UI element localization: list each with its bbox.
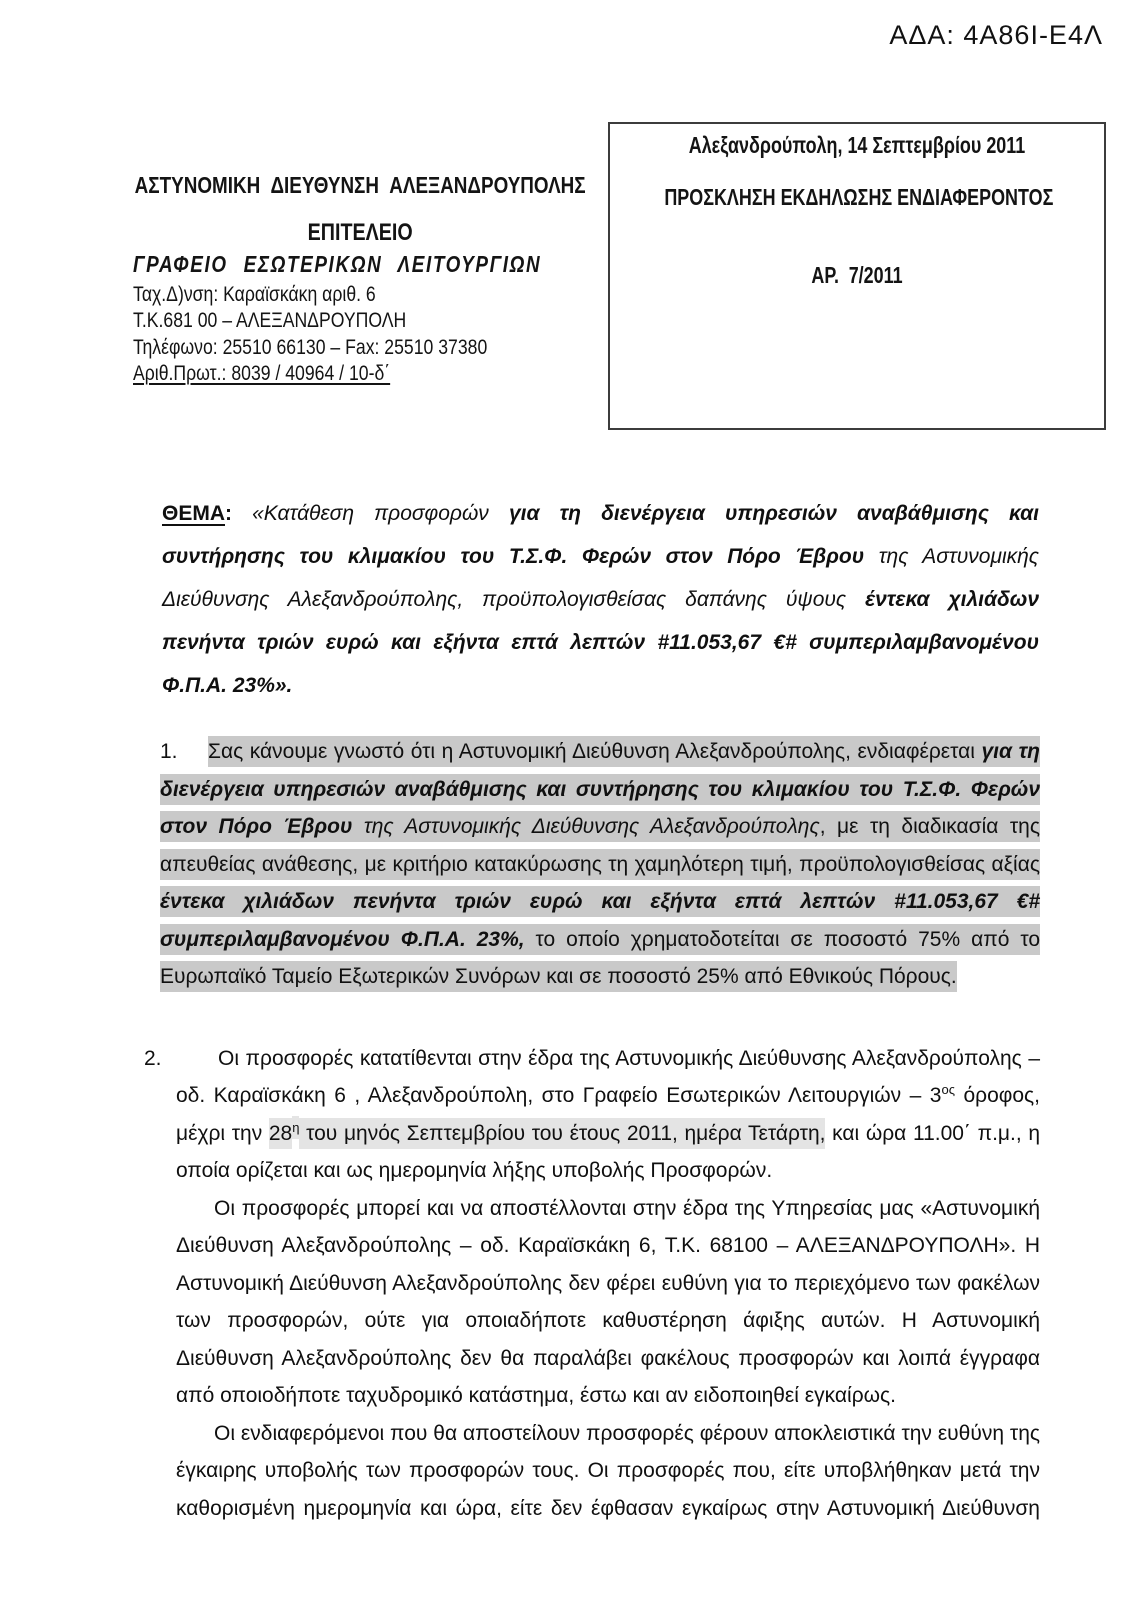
phone-fax-line: Τηλέφωνο: 25510 66130 – Fax: 25510 37380 — [133, 334, 488, 359]
subject-bold-segment-1: για τη διενέργεια υπηρεσιών αναβάθμισης και συντήρησης του κλιμακίου του Τ.Σ.Φ. Φερών στον Πόρο Έβρου — [162, 502, 1039, 568]
org-office: ΓΡΑΦΕΙΟ ΕΣΩΤΕΡΙΚΩΝ ΛΕΙΤΟΥΡΓΙΩΝ — [133, 251, 542, 277]
item-2-text-segment-2: όροφος, μέχρι την — [176, 1084, 1040, 1145]
notice-date: Αλεξανδρούπολη, 14 Σεπτεμβρίου 2011 — [688, 132, 1026, 158]
subject-italic-segment: της Αστυνομικής Διεύθυνσης Αλεξανδρούπολης, προϋπολογισθείσας δαπάνης ύψους — [162, 545, 1039, 611]
item-1-text-segment-3: το οποίο χρηματοδοτείται σε ποσοστό 75% από το Ευρωπαϊκό Ταμείο Εξωτερικών Συνόρων και σε ποσοστό 25% από Εθνικούς Πόρους. — [160, 924, 1040, 993]
item-2-text-segment-1: Οι προσφορές κατατίθενται στην έδρα της Αστυνομικής Διεύθυνσης Αλεξανδρούπολης – οδ. Καραϊσκάκη 6 , Αλεξανδρούπολη, στο Γραφείο Εσωτερικών Λειτουργιών – 3 — [176, 1046, 1040, 1107]
item-1-bold-segment-1: για τη διενέργεια υπηρεσιών αναβάθμισης και συντήρησης του κλιμακίου του Τ.Σ.Φ. Φερών στον Πόρο Έβρου — [160, 736, 1040, 842]
item-1-italic-segment: της Αστυνομικής Διεύθυνσης Αλεξανδρούπολης — [364, 811, 820, 842]
item-2-paragraph-2: Οι προσφορές μπορεί και να αποστέλλονται στην έδρα της Υπηρεσίας μας «Αστυνομική Διεύθυνση Αλεξανδρούπολης – οδ. Καραϊσκάκη 6, Τ.Κ. 68100 – ΑΛΕΞΑΝΔΡΟΥΠΟΛΗ». Η Αστυνομική Διεύθυνση Αλεξανδρούπολης δεν φέρει ευθύνη για το περιεχόμενο των φακέλων των προσφορών, ούτε για οποιαδήποτε καθυστέρηση άφιξης αυτών. Η Αστυνομική Διεύθυνση Αλεξανδρούπολης δεν θα παραλάβει φακέλους προσφορών και λοιπά έγγραφα από οποιοδήποτε ταχυδρομικό κατάστημα, έστω και αν ειδοποιηθεί εγκαίρως. — [176, 1196, 1040, 1407]
subject-open-quote: «Κατάθεση προσφορών — [252, 502, 509, 525]
issuing-authority-block — [133, 172, 587, 387]
notice-box — [608, 122, 1106, 430]
item-1-bold-segment-2: έντεκα χιλιάδων πενήντα τριών ευρώ και εξήντα επτά λεπτών #11.053,67 €# συμπεριλαμβανομένου Φ.Π.Α. 23%, — [160, 886, 1040, 955]
protocol-number-line: Αριθ.Πρωτ.: 8039 / 40964 / 10-δ΄ — [133, 361, 391, 385]
deadline-date-highlight: του μηνός Σεπτεμβρίου του έτους 2011, ημέρα Τετάρτη, — [299, 1118, 825, 1149]
list-item-2 — [144, 1040, 1040, 1528]
notice-title: ΠΡΟΣΚΛΗΣΗ ΕΚΔΗΛΩΣΗΣ ΕΝΔΙΑΦΕΡΟΝΤΟΣ — [664, 184, 1054, 210]
subject-paragraph — [162, 492, 1039, 707]
item-2-paragraph-1 — [144, 1040, 1040, 1190]
org-unit: ΕΠΙΤΕΛΕΙΟ — [307, 218, 413, 246]
ada-code: ΑΔΑ: 4Α86Ι-Ε4Λ — [889, 20, 1103, 50]
item-2-number: 2. — [144, 1046, 162, 1070]
document-body — [144, 492, 1041, 1527]
list-item-1 — [160, 733, 1040, 996]
item-1-text-segment-2: , με τη διαδικασία της απευθείας ανάθεσης, με κριτήριο κατακύρωσης τη χαμηλότερη τιμή, προϋπολογισθείσας αξίας — [160, 811, 1040, 880]
subject-bold-segment-2: έντεκα χιλιάδων πενήντα τριών ευρώ και εξήντα επτά λεπτών #11.053,67 €# συμπεριλαμβανομένου Φ.Π.Α. 23%». — [162, 588, 1040, 697]
postal-line: Τ.Κ.681 00 – ΑΛΕΞΑΝΔΡΟΥΠΟΛΗ — [133, 308, 407, 332]
address-line: Ταχ.Δ)νση: Καραϊσκάκη αριθ. 6 — [133, 281, 376, 306]
item-2-paragraph-3: Οι ενδιαφερόμενοι που θα αποστείλουν προσφορές φέρουν αποκλειστικά την ευθύνη της έγκαιρης υποβολής των προσφορών τους. Οι προσφορές που, είτε υποβλήθηκαν μετά την καθορισμένη ημερομηνία και ώρα, είτε δεν έφθασαν εγκαίρως στην Αστυνομική Διεύθυνση — [176, 1421, 1040, 1520]
item-2-text-segment-3: και ώρα 11.00΄ π.μ., η οποία ορίζεται και ως ημερομηνία λήξης υποβολής Προσφορών. — [176, 1121, 1040, 1182]
item-2-ordinal-sup-1: ος — [941, 1082, 955, 1097]
deadline-day-sup: η — [292, 1116, 299, 1139]
deadline-day-highlight: 28 — [269, 1118, 292, 1149]
subject-colon: : — [225, 502, 253, 525]
org-name: ΑΣΤΥΝΟΜΙΚΗ ΔΙΕΥΘΥΝΣΗ ΑΛΕΞΑΝΔΡΟΥΠΟΛΗΣ — [134, 172, 586, 198]
subject-label: ΘΕΜΑ — [162, 502, 225, 525]
item-1-number: 1. — [160, 740, 178, 763]
notice-number: ΑΡ. 7/2011 — [811, 262, 903, 288]
item-1-text-segment: Σας κάνουμε γνωστό ότι η Αστυνομική Διεύθυνση Αλεξανδρούπολης, ενδιαφέρεται — [208, 736, 982, 767]
